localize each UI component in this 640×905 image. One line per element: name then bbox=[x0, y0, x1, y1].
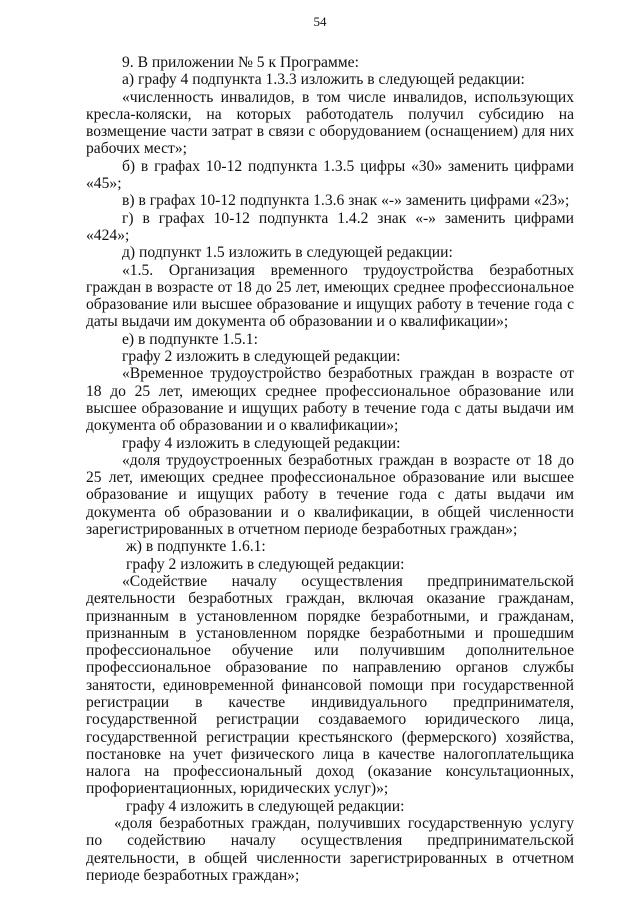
paragraph-column-4-heading: графу 4 изложить в следующей редакции: bbox=[122, 434, 401, 452]
paragraph-item-g: г) в графах 10-12 подпункта 1.4.2 знак «-» заменить цифрами «424»; bbox=[86, 209, 574, 244]
document-body bbox=[86, 54, 574, 884]
paragraph-quote-1-5-1-col2: «Временное трудоустройство безработных граждан в возрасте от 18 до 25 лет, имеющих среднее профессиональное образование или высшее образование и ищущих работу в течение года с даты выдачи им документа об образовании и о квалификации»; bbox=[86, 365, 574, 435]
paragraph-column-2-heading-1-6-1: графу 2 изложить в следующей редакции: bbox=[126, 555, 405, 573]
paragraph-quote-1-5-1-col4: «доля трудоустроенных безработных граждан в возрасте от 18 до 25 лет, имеющих среднее профессиональное образование или высшее образование и ищущих работу в течение года с даты выдачи им документа об образовании и о квалификации, в общей численности зарегистрированных в отчетном периоде безработных граждан»; bbox=[86, 451, 574, 539]
paragraph-section-9: 9. В приложении № 5 к Программе: bbox=[122, 54, 359, 71]
paragraph-column-2-heading: графу 2 изложить в следующей редакции: bbox=[122, 348, 401, 366]
paragraph-quote-1-6-1-col4: «доля безработных граждан, получивших государственную услугу по содействию началу осуществления предпринимательской деятельности, в общей численности зарегистрированных в отчетном периоде безработных граждан»; bbox=[86, 815, 574, 884]
page-number: 54 bbox=[313, 14, 327, 29]
paragraph-item-e: е) в подпункте 1.5.1: bbox=[122, 330, 258, 348]
paragraph-item-a: а) графу 4 подпункта 1.3.3 изложить в следующей редакции: bbox=[122, 71, 525, 89]
paragraph-column-4-heading-1-6-1: графу 4 изложить в следующей редакции: bbox=[126, 797, 405, 815]
paragraph-quote-1-5: «1.5. Организация временного трудоустройства безработных граждан в возрасте от 18 до 25 лет, имеющих среднее профессиональное образование или высшее образование и ищущих работу в течение года с даты выдачи им документа об образовании и о квалификации»; bbox=[86, 261, 574, 331]
paragraph-quote-1-6-1-col2: «Содействие началу осуществления предпринимательской деятельности безработных граждан, включая оказание гражданам, признанным в установленном порядке безработными, и гражданам, признанным в установленном порядке безработными и прошедшим профессиональное обучение или получившим дополнительное профессиональное образование по направлению органов службы занятости, единовременной финансовой помощи при государственной регистрации в качестве индивидуального предпринимателя, государственной регистрации создаваемого юридического лица, государственной регистрации крестьянского (фермерского) хозяйства, постановке на учет физического лица в качестве налогоплательщика налога на профессиональный доход (оказание консультационных, профориентационных, юридических услуг)»; bbox=[86, 572, 574, 798]
paragraph-item-v: в) в графах 10-12 подпункта 1.3.6 знак «-» заменить цифрами «23»; bbox=[122, 192, 570, 210]
paragraph-item-b: б) в графах 10-12 подпункта 1.3.5 цифры «30» заменить цифрами «45»; bbox=[86, 157, 574, 193]
paragraph-item-zh: ж) в подпункте 1.6.1: bbox=[126, 538, 266, 556]
paragraph-item-d: д) подпункт 1.5 изложить в следующей редакции: bbox=[122, 244, 453, 262]
paragraph-quote-1-3-3: «численность инвалидов, в том числе инвалидов, использующих кресла-коляски, на которых работодатель получил субсидию на возмещение части затрат в связи с оборудованием (оснащением) для них рабочих мест»; bbox=[86, 88, 574, 158]
